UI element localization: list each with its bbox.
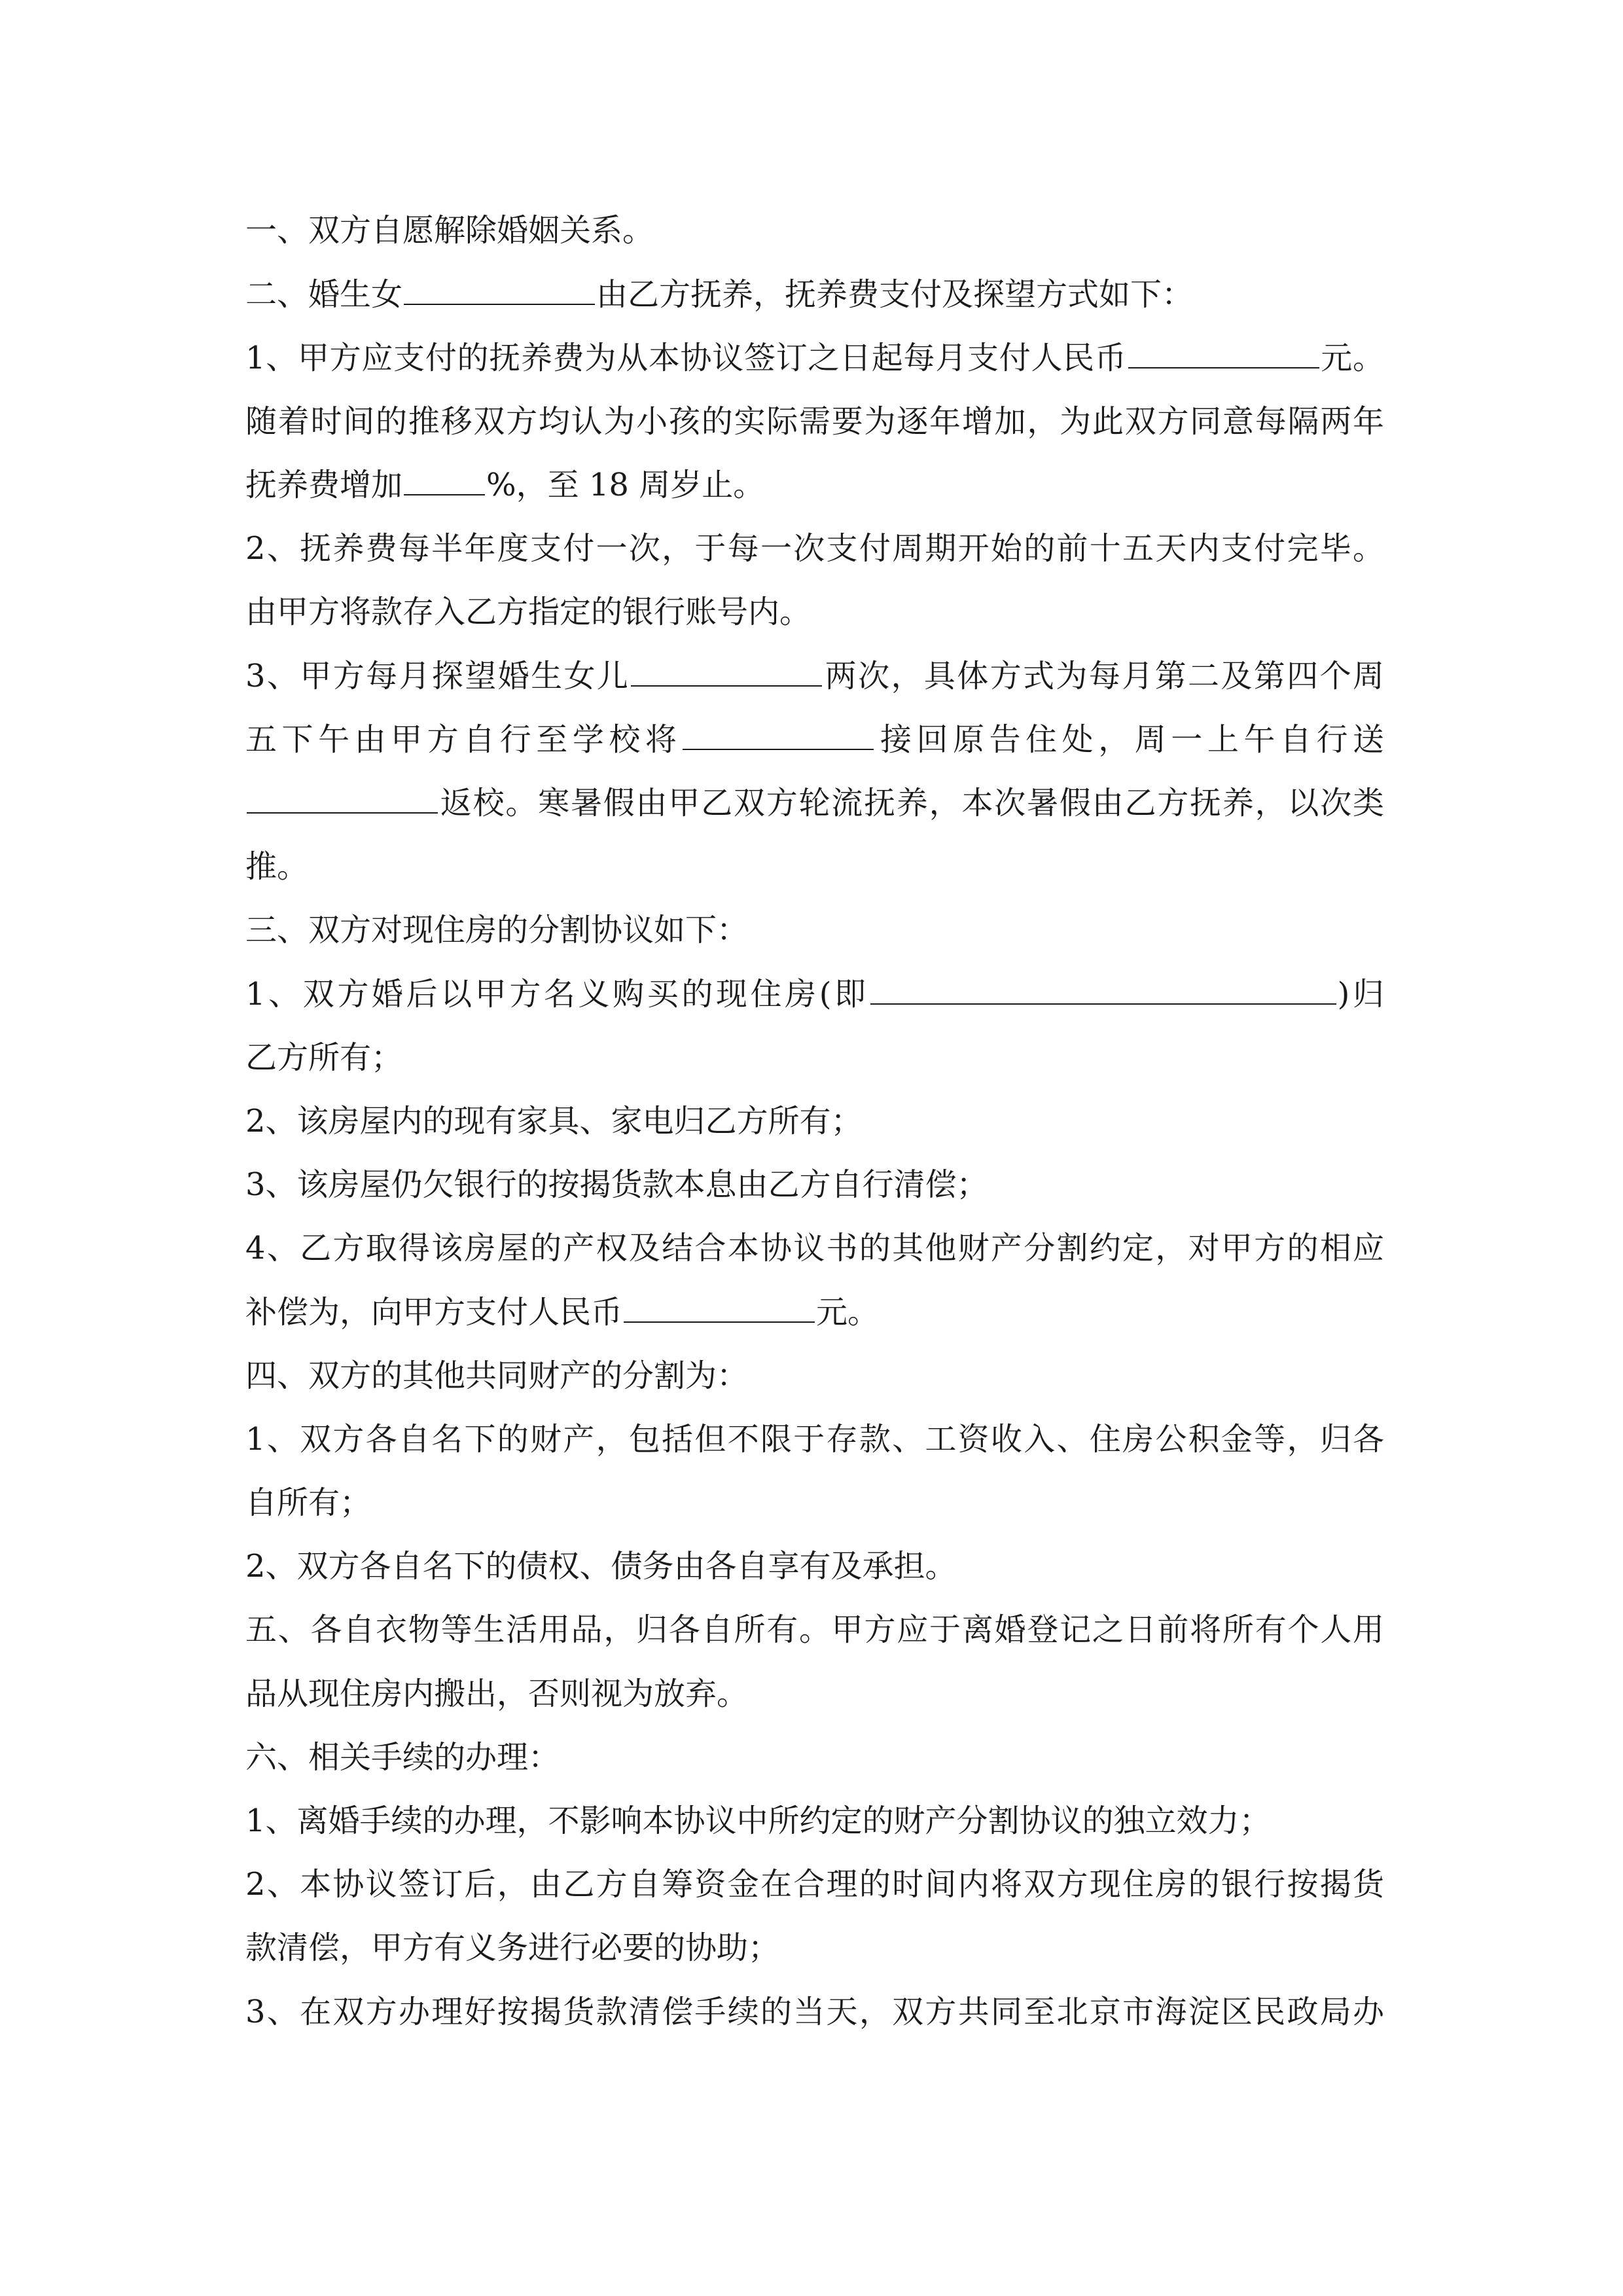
clause-2-3-line-4: 推。 xyxy=(245,848,309,885)
blank-monthly-amount[interactable] xyxy=(1128,338,1319,368)
blank-pickup-name[interactable] xyxy=(683,720,874,750)
clause-4-1-line-1: 1、双方各自名下的财产，包括但不限于存款、工资收入、住房公积金等，归各 xyxy=(245,1421,1384,1458)
clause-3-3: 3、该房屋仍欠银行的按揭货款本息由乙方自行清偿； xyxy=(245,1166,988,1203)
clause-2-2-line-1: 2、抚养费每半年度支付一次，于每一次支付周期开始的前十五天内支付完毕。 xyxy=(245,530,1384,567)
clause-3-1-line-1: 1、双方婚后以甲方名义购买的现住房(即 )归 xyxy=(245,976,1384,1013)
clause-4-2: 2、双方各自名下的债权、债务由各自享有及承担。 xyxy=(245,1548,957,1585)
blank-increase-percent[interactable] xyxy=(404,465,485,495)
blank-daughter-name-2[interactable] xyxy=(631,656,822,687)
clause-4: 四、双方的其他共同财产的分割为： xyxy=(245,1357,749,1394)
clause-3-2: 2、该房屋内的现有家具、家电归乙方所有； xyxy=(245,1103,863,1139)
blank-daughter-name[interactable] xyxy=(404,275,595,305)
clause-2-3-line-2: 五下午由甲方自行至学校将 接回原告住处，周一上午自行送 xyxy=(245,721,1384,758)
clause-3-1-line-2: 乙方所有； xyxy=(245,1039,403,1076)
blank-house-address[interactable] xyxy=(870,975,1336,1005)
clause-3-4-line-1: 4、乙方取得该房屋的产权及结合本协议书的其他财产分割约定，对甲方的相应 xyxy=(245,1230,1384,1266)
clause-2-2-line-2: 由甲方将款存入乙方指定的银行账号内。 xyxy=(245,594,812,630)
clause-2-1-line-2: 随着时间的推移双方均认为小孩的实际需要为逐年增加，为此双方同意每隔两年 xyxy=(245,403,1384,440)
clause-2-3-line-3: 返校。寒暑假由甲乙双方轮流抚养，本次暑假由乙方抚养，以次类 xyxy=(245,783,1384,823)
clause-2-3-line-1: 3、甲方每月探望婚生女儿 两次，具体方式为每月第二及第四个周 xyxy=(245,658,1384,694)
clause-6-2-line-1: 2、本协议签订后，由乙方自筹资金在合理的时间内将双方现住房的银行按揭货 xyxy=(245,1866,1384,1903)
clause-1: 一、双方自愿解除婚姻关系。 xyxy=(245,212,654,249)
clause-6: 六、相关手续的办理： xyxy=(245,1739,560,1776)
clause-2: 二、婚生女 由乙方抚养，抚养费支付及探望方式如下： xyxy=(245,276,1194,313)
clause-6-2-line-2: 款清偿，甲方有义务进行必要的协助； xyxy=(245,1929,780,1966)
clause-3-4-line-2: 补偿为，向甲方支付人民币 元。 xyxy=(245,1294,880,1331)
clause-6-1: 1、离婚手续的办理，不影响本协议中所约定的财产分割协议的独立效力； xyxy=(245,1803,1271,1839)
blank-compensation-amount[interactable] xyxy=(624,1293,815,1323)
blank-return-name[interactable] xyxy=(247,783,438,814)
clause-3: 三、双方对现住房的分割协议如下： xyxy=(245,912,749,948)
clause-5-line-2: 品从现住房内搬出，否则视为放弃。 xyxy=(245,1676,749,1712)
clause-5-line-1: 五、各自衣物等生活用品，归各自所有。甲方应于离婚登记之日前将所有个人用 xyxy=(245,1611,1384,1648)
clause-2-1-line-1: 1、甲方应支付的抚养费为从本协议签订之日起每月支付人民币 元。 xyxy=(245,340,1384,376)
clause-6-3-line-1: 3、在双方办理好按揭货款清偿手续的当天，双方共同至北京市海淀区民政局办 xyxy=(245,1994,1384,2030)
clause-4-1-line-2: 自所有； xyxy=(245,1484,372,1521)
clause-2-1-line-3: 抚养费增加 %，至 18 周岁止。 xyxy=(245,467,765,503)
